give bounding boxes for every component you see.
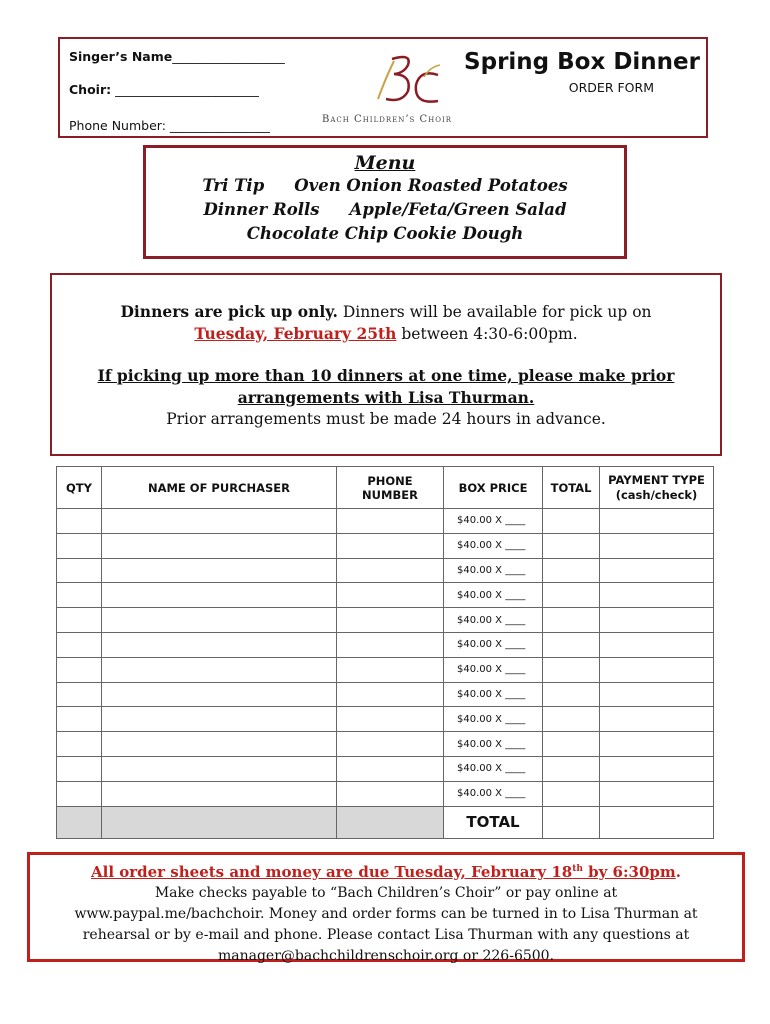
choir-label: Choir: <box>69 82 112 97</box>
purchaser-name-cell[interactable] <box>102 682 337 707</box>
warning-line-1: If picking up more than 10 dinners at one time, please make prior <box>97 366 675 385</box>
header-payment <box>600 467 714 509</box>
order-table <box>56 466 714 839</box>
total-cell[interactable] <box>543 632 600 657</box>
purchaser-name-cell[interactable] <box>102 558 337 583</box>
payment-type-cell[interactable] <box>600 583 714 608</box>
phone-number-cell[interactable] <box>337 781 444 806</box>
table-row <box>57 509 714 534</box>
due-date-line <box>30 859 742 883</box>
header-total: TOTAL <box>543 467 600 509</box>
payment-type-cell[interactable] <box>600 509 714 534</box>
instructions-line-4: manager@bachchildrenschoir.org or 226-6500. <box>217 948 555 964</box>
total-cell[interactable] <box>543 732 600 757</box>
header-payment-sub: (cash/check) <box>615 487 698 502</box>
menu-item-potatoes: Oven Onion Roasted Potatoes <box>294 176 568 195</box>
box-price-cell: $40.00 X ____ <box>444 533 543 558</box>
purchaser-name-cell[interactable] <box>102 781 337 806</box>
phone-number-cell[interactable] <box>337 583 444 608</box>
phone-number-field[interactable] <box>69 118 270 133</box>
header-price: BOX PRICE <box>444 467 543 509</box>
box-price-cell: $40.00 X ____ <box>444 583 543 608</box>
total-row <box>57 806 714 838</box>
phone-number-cell[interactable] <box>337 756 444 781</box>
menu-line-1 <box>146 174 624 198</box>
payment-instructions <box>30 883 742 967</box>
box-price-cell: $40.00 X ____ <box>444 608 543 633</box>
due-suffix: by 6:30pm <box>582 863 676 881</box>
table-row <box>57 682 714 707</box>
due-date-text <box>91 863 676 881</box>
table-row <box>57 608 714 633</box>
menu-title: Menu <box>354 152 416 174</box>
total-cell[interactable] <box>543 707 600 732</box>
instructions-line-1: Make checks payable to “Bach Children’s Choir” or pay online at <box>154 885 618 901</box>
menu-item-rolls: Dinner Rolls <box>203 200 320 219</box>
instructions-line-3: rehearsal or by e-mail and phone. Please contact Lisa Thurman with any questions at <box>82 927 690 943</box>
purchaser-name-cell[interactable] <box>102 657 337 682</box>
due-prefix: All order sheets and money are due Tuesday, February 18 <box>90 863 573 881</box>
qty-cell[interactable] <box>57 781 102 806</box>
pickup-paragraph <box>52 301 720 345</box>
singer-name-line: __________________ <box>172 49 285 64</box>
singer-name-label: Singer’s Name <box>69 49 173 64</box>
payment-type-cell[interactable] <box>600 682 714 707</box>
total-row-payment <box>600 806 714 838</box>
warning-line-2: arrangements with Lisa Thurman. <box>237 388 535 407</box>
purchaser-name-cell[interactable] <box>102 608 337 633</box>
pickup-time: between 4:30-6:00pm. <box>396 325 578 343</box>
box-price-cell: $40.00 X ____ <box>444 781 543 806</box>
table-header-row <box>57 467 714 509</box>
table-row <box>57 732 714 757</box>
pickup-info-box <box>50 273 722 456</box>
payment-type-cell[interactable] <box>600 632 714 657</box>
header-qty: QTY <box>57 467 102 509</box>
qty-cell[interactable] <box>57 682 102 707</box>
qty-cell[interactable] <box>57 756 102 781</box>
payment-type-cell[interactable] <box>600 756 714 781</box>
qty-cell[interactable] <box>57 533 102 558</box>
purchaser-name-cell[interactable] <box>102 632 337 657</box>
pickup-rest: Dinners will be available for pick up on <box>337 303 652 321</box>
singer-name-field[interactable] <box>69 49 285 64</box>
table-row <box>57 707 714 732</box>
phone-number-cell[interactable] <box>337 533 444 558</box>
table-row <box>57 533 714 558</box>
menu-item-salad: Apple/Feta/Green Salad <box>349 200 567 219</box>
qty-cell[interactable] <box>57 657 102 682</box>
grand-total-cell[interactable] <box>543 806 600 838</box>
phone-number-cell[interactable] <box>337 657 444 682</box>
qty-cell[interactable] <box>57 558 102 583</box>
phone-number-cell[interactable] <box>337 682 444 707</box>
total-cell[interactable] <box>543 509 600 534</box>
payment-type-cell[interactable] <box>600 781 714 806</box>
phone-number-label: Phone Number: <box>69 118 166 133</box>
choir-line: _______________________ <box>111 82 259 97</box>
advance-notice: Prior arrangements must be made 24 hours in advance. <box>166 410 606 428</box>
purchaser-name-cell[interactable] <box>102 756 337 781</box>
box-price-cell: $40.00 X ____ <box>444 756 543 781</box>
qty-cell[interactable] <box>57 632 102 657</box>
menu-item-cookie-dough: Chocolate Chip Cookie Dough <box>246 224 524 243</box>
form-title: Spring Box Dinner <box>464 49 700 75</box>
table-row <box>57 583 714 608</box>
total-cell[interactable] <box>543 558 600 583</box>
due-sup: th <box>572 864 583 874</box>
payment-type-cell[interactable] <box>600 657 714 682</box>
total-cell[interactable] <box>543 657 600 682</box>
total-row-qty <box>57 806 102 838</box>
payment-type-cell[interactable] <box>600 608 714 633</box>
header-phone-text: PHONE NUMBER <box>362 473 418 502</box>
total-cell[interactable] <box>543 533 600 558</box>
menu-item-tri-tip: Tri Tip <box>202 176 265 195</box>
total-cell[interactable] <box>543 583 600 608</box>
total-row-name <box>102 806 337 838</box>
purchaser-name-cell[interactable] <box>102 707 337 732</box>
payment-type-cell[interactable] <box>600 533 714 558</box>
phone-number-line: ________________ <box>165 118 270 133</box>
phone-number-cell[interactable] <box>337 732 444 757</box>
header-name: NAME OF PURCHASER <box>102 467 337 509</box>
qty-cell[interactable] <box>57 608 102 633</box>
logo-text: Bach Children’s Choir <box>322 114 453 125</box>
instructions-line-2: www.paypal.me/bachchoir. Money and order forms can be turned in to Lisa Thurman at <box>74 906 698 922</box>
phone-number-cell[interactable] <box>337 707 444 732</box>
menu-box <box>143 145 627 259</box>
table-row <box>57 657 714 682</box>
menu-line-2 <box>146 198 624 222</box>
large-order-warning <box>52 365 720 409</box>
qty-cell[interactable] <box>57 583 102 608</box>
phone-number-cell[interactable] <box>337 558 444 583</box>
header-payment-text: PAYMENT TYPE <box>608 472 705 487</box>
box-price-cell: $40.00 X ____ <box>444 558 543 583</box>
box-price-cell: $40.00 X ____ <box>444 707 543 732</box>
total-cell[interactable] <box>543 781 600 806</box>
due-end: . <box>675 863 681 881</box>
header-box <box>58 37 708 138</box>
box-price-cell: $40.00 X ____ <box>444 732 543 757</box>
total-cell[interactable] <box>543 608 600 633</box>
pickup-lead: Dinners are pick up only. <box>120 302 338 321</box>
purchaser-name-cell[interactable] <box>102 732 337 757</box>
box-price-cell: $40.00 X ____ <box>444 509 543 534</box>
box-price-cell: $40.00 X ____ <box>444 632 543 657</box>
total-cell[interactable] <box>543 756 600 781</box>
payment-type-cell[interactable] <box>600 732 714 757</box>
purchaser-name-cell[interactable] <box>102 533 337 558</box>
table-row <box>57 558 714 583</box>
table-row <box>57 756 714 781</box>
total-row-phone <box>337 806 444 838</box>
phone-number-cell[interactable] <box>337 632 444 657</box>
table-row <box>57 781 714 806</box>
box-price-cell: $40.00 X ____ <box>444 657 543 682</box>
table-row <box>57 632 714 657</box>
choir-field[interactable] <box>69 82 259 97</box>
box-price-cell: $40.00 X ____ <box>444 682 543 707</box>
total-cell[interactable] <box>543 682 600 707</box>
total-row-label: TOTAL <box>444 806 543 838</box>
qty-cell[interactable] <box>57 707 102 732</box>
form-subtitle: ORDER FORM <box>568 80 654 95</box>
payment-type-cell[interactable] <box>600 707 714 732</box>
purchaser-name-cell[interactable] <box>102 583 337 608</box>
pickup-date: Tuesday, February 25th <box>194 324 397 343</box>
qty-cell[interactable] <box>57 732 102 757</box>
payment-type-cell[interactable] <box>600 558 714 583</box>
qty-cell[interactable] <box>57 509 102 534</box>
phone-number-cell[interactable] <box>337 509 444 534</box>
due-notice-box <box>27 852 745 962</box>
phone-number-cell[interactable] <box>337 608 444 633</box>
header-phone <box>337 467 444 509</box>
purchaser-name-cell[interactable] <box>102 509 337 534</box>
